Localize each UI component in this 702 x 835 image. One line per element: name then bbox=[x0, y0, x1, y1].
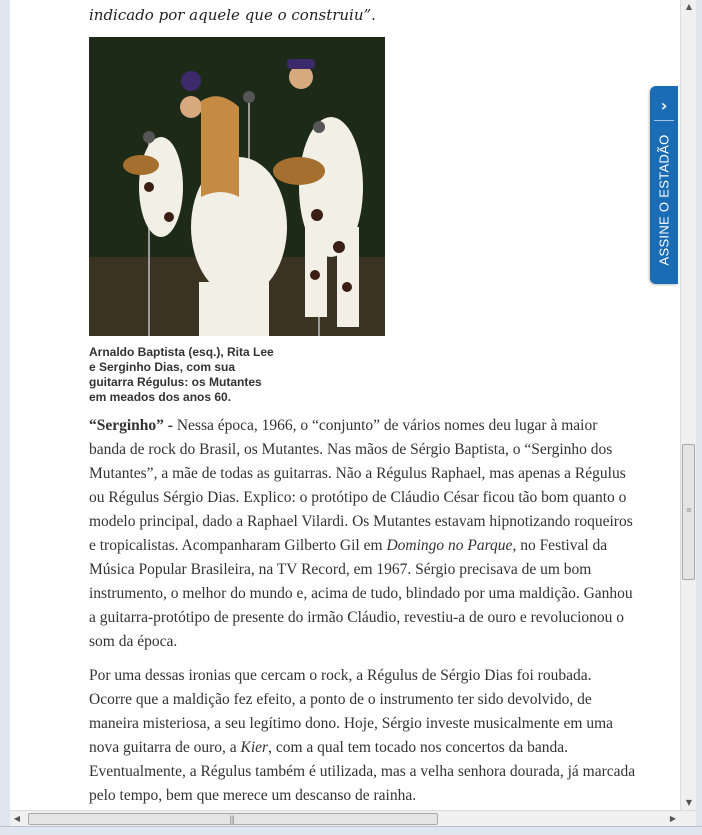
horizontal-scrollbar[interactable] bbox=[10, 810, 696, 827]
subscribe-tab[interactable] bbox=[650, 86, 678, 284]
song-title: Domingo no Parque bbox=[386, 537, 513, 554]
grip-icon: ≡ bbox=[686, 506, 692, 514]
lead-quote-tail: indicado por aquele que o construiu”. bbox=[89, 6, 376, 24]
paragraph-serginho bbox=[89, 414, 637, 654]
scroll-up-arrow-icon[interactable]: ▲ bbox=[685, 2, 693, 11]
photo-caption: Arnaldo Baptista (esq.), Rita Lee e Serginho Dias, com sua guitarra Régulus: os Mutantes em meados dos anos 60. bbox=[89, 345, 274, 404]
paragraph-text: , no Festival da Música Popular Brasileira, na TV Record, em 1967. Sérgio precisava de um bom instrumento, o melhor do mundo e, acima de tudo, blindado por uma maldição. Ganhou a guitarra-protótipo de presente do irmão Cláudio, revestiu-a de ouro e revolucionou o som da época. bbox=[89, 537, 633, 650]
paragraph-irony bbox=[89, 664, 637, 808]
article-body bbox=[89, 414, 637, 810]
article-page bbox=[10, 0, 680, 810]
vertical-scrollbar[interactable] bbox=[680, 0, 697, 810]
subscribe-tab-label: ASSINE O ESTADÃO bbox=[656, 134, 672, 266]
window-frame-right bbox=[696, 0, 702, 834]
mutantes-stage-photo-image bbox=[89, 37, 385, 336]
paragraph-text: , com a qual tem tocado nos concertos da banda. Eventualmente, a Régulus também é utilizada, mas a velha senhora dourada, já marcada pelo tempo, bem que merece um descanso de rainha. bbox=[89, 739, 636, 804]
scroll-left-arrow-icon[interactable]: ◀ bbox=[13, 814, 21, 823]
scroll-right-arrow-icon[interactable]: ▶ bbox=[669, 814, 677, 823]
vertical-scroll-thumb[interactable] bbox=[682, 444, 695, 580]
grip-icon: ||| bbox=[229, 815, 235, 824]
scroll-down-arrow-icon[interactable]: ▼ bbox=[685, 798, 693, 807]
chevron-right-icon: › bbox=[660, 96, 668, 115]
guitar-name: Kier bbox=[240, 739, 269, 756]
paragraph-lead-in: “Serginho” - bbox=[89, 417, 173, 434]
paragraph-text: Por uma dessas ironias que cercam o rock, a Régulus de Sérgio Dias foi roubada. Ocorre que a maldição fez efeito, a ponto de o instrumento ter sido devolvido, de maneira misteriosa, a seu legítimo dono. Hoje, Sérgio investe musicalmente em uma nova guitarra de ouro, a bbox=[89, 667, 614, 756]
paragraph-text: Nessa época, 1966, o “conjunto” de vários nomes deu lugar à maior banda de rock do Brasil, os Mutantes. Nas mãos de Sérgio Baptista, o “Serginho dos Mutantes”, a mãe de todas as guitarras. Não a Régulus Raphael, mas apenas a Régulus ou Régulus Sérgio Dias. Explico: o protótipo de Cláudio César ficou tão bom quanto o modelo principal, dado a Raphael Vilardi. Os Mutantes estavam hipnotizando roqueiros e tropicalistas. Acompanharam Gilberto Gil em bbox=[89, 417, 633, 554]
horizontal-scroll-thumb[interactable] bbox=[28, 813, 438, 825]
subscribe-tab-divider bbox=[654, 120, 674, 121]
article-photo bbox=[89, 37, 385, 336]
